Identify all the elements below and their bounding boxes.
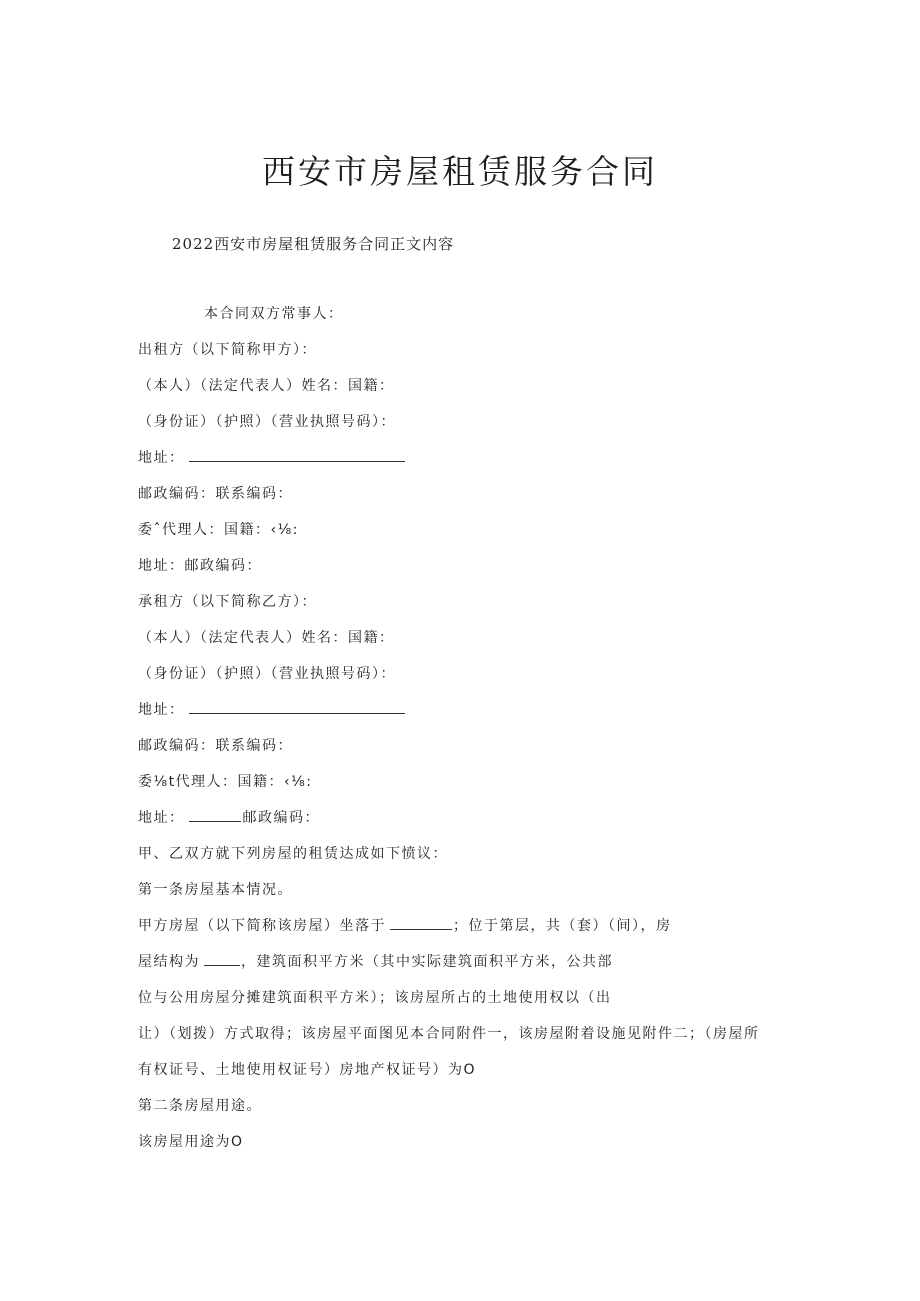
agreement-line: 甲、乙双方就下列房屋的租赁达成如下愤议： (138, 846, 448, 862)
article-one-land-rights-line: 让）（划拨）方式取得；该房屋平面图见本合同附件一，该房屋附着设施见附件二；（房屋所 (138, 1026, 760, 1042)
location-blank (390, 915, 452, 930)
lessee-address-line (138, 699, 405, 721)
article-two-usage-line: 该房屋用途为O (138, 1134, 244, 1150)
article-one-location-line (138, 915, 672, 937)
lessor-name-line: （本人）（法定代表人）姓名：国籍： (138, 378, 395, 394)
article-one-shared-area-line: 位与公用房屋分摊建筑面积平方米）；该房屋所占的土地使用权以（出 (138, 990, 612, 1006)
article-one-certificate-line: 有权证号、土地使用权证号）房地产权证号）为O (138, 1062, 477, 1078)
area-text: ，建筑面积平方米（其中实际建筑面积平方米，公共部 (241, 954, 613, 970)
lessor-address-line (138, 447, 405, 469)
floor-text: ；位于第层，共（套）（间），房 (453, 918, 672, 934)
address-label: 地址： (138, 450, 185, 466)
lessor-agent-line: 委ˆ代理人：国籍：‹⅛: (138, 522, 299, 538)
lessee-name-line: （本人）（法定代表人）姓名：国籍： (138, 630, 395, 646)
lessor-id-line: （身份证）（护照）（营业执照号码）： (138, 414, 396, 430)
lessee-heading: 承租方（以下简称乙方）： (138, 594, 317, 610)
address-label: 地址： (138, 702, 185, 718)
lessee-agent-address-line (138, 807, 320, 829)
structure-blank (204, 951, 240, 966)
address-label: 地址： (138, 810, 185, 826)
address-blank (189, 447, 405, 462)
lessee-id-line: （身份证）（护照）（营业执照号码）： (138, 666, 396, 682)
location-label: 甲方房屋（以下简称该房屋）坐落于 (138, 918, 386, 934)
lessor-postal-line: 邮政编码：联系编码： (138, 486, 293, 502)
article-two-heading: 第二条房屋用途。 (138, 1098, 262, 1114)
lessor-agent-address-line: 地址：邮政编码： (138, 558, 262, 574)
parties-intro: 本合同双方常事人： (204, 306, 344, 322)
document-title: 西安市房屋租赁服务合同 (262, 152, 658, 191)
structure-label: 屋结构为 (138, 954, 200, 970)
postal-label: 邮政编码： (242, 810, 320, 826)
address-blank (189, 807, 241, 822)
lessee-agent-line: 委⅛t代理人：国籍：‹⅛: (138, 774, 313, 790)
article-one-heading: 第一条房屋基本情况。 (138, 882, 293, 898)
document-subtitle: 2022西安市房屋租赁服务合同正文内容 (172, 235, 455, 253)
address-blank (189, 699, 405, 714)
article-one-structure-line (138, 951, 613, 973)
lessor-heading: 出租方（以下简称甲方）： (138, 342, 317, 358)
lessee-postal-line: 邮政编码：联系编码： (138, 738, 293, 754)
